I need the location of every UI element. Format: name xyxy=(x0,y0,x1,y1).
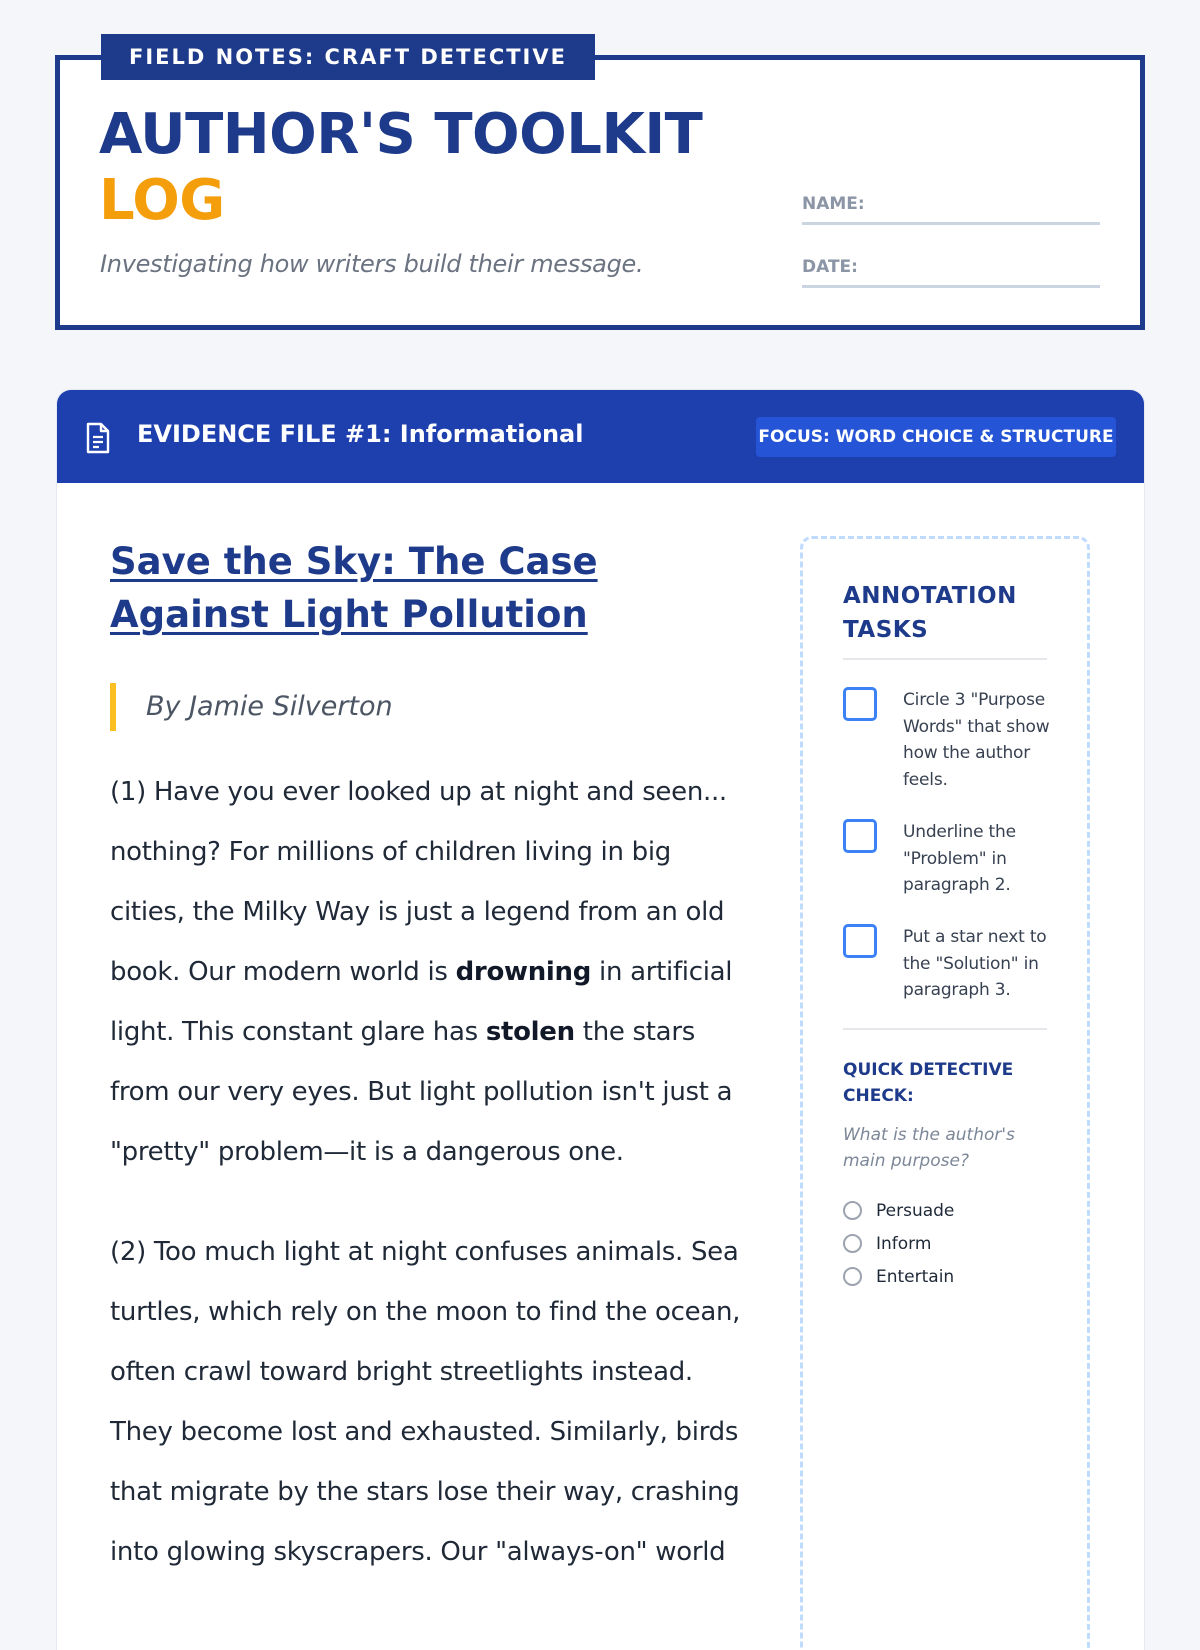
page-subtitle: Investigating how writers build their message. xyxy=(100,250,644,278)
sidebar-divider xyxy=(843,1028,1047,1030)
task-text: Underline the "Problem" in paragraph 2. xyxy=(903,822,1016,895)
quick-check-title: QUICK DETECTIVE CHECK: xyxy=(843,1060,1014,1106)
paragraph-1 xyxy=(110,762,750,1182)
task-checkbox[interactable] xyxy=(843,687,877,721)
radio-button[interactable] xyxy=(843,1201,862,1220)
emphasis-stolen: stolen xyxy=(485,1017,575,1047)
focus-badge: FOCUS: WORD CHOICE & STRUCTURE xyxy=(756,417,1116,457)
paragraph-1-text-a: (1) Have you ever looked up at night and seen... nothing? For millions of children living in big cities, the Milky Way is just a legend from an old book. Our modern world is xyxy=(110,777,727,987)
evidence-header-bar xyxy=(57,390,1144,483)
name-label: NAME: xyxy=(802,194,865,214)
evidence-card xyxy=(57,390,1144,1650)
document-icon xyxy=(85,422,111,454)
task-text: Put a star next to the "Solution" in paragraph 3. xyxy=(903,927,1047,1000)
radio-label: Inform xyxy=(876,1234,932,1254)
header-tag: FIELD NOTES: CRAFT DETECTIVE xyxy=(101,34,595,80)
paragraph-2: (2) Too much light at night confuses animals. Sea turtles, which rely on the moon to find the ocean, often crawl toward bright streetlights instead. They become lost and exhausted. Similarly, birds that migrate by the stars lose their way, crashing into glowing skyscrapers. Our "always-on" world xyxy=(110,1237,741,1567)
emphasis-drowning: drowning xyxy=(455,957,592,987)
evidence-title: EVIDENCE FILE #1: Informational xyxy=(137,420,584,448)
paragraph-1-text-c: the stars from our very eyes. But light pollution isn't just a "pretty" problem—it is a dangerous one. xyxy=(110,1017,733,1167)
page-title-accent: LOG xyxy=(99,168,225,233)
radio-label: Persuade xyxy=(876,1201,955,1221)
sidebar-title: ANNOTATION TASKS xyxy=(843,583,1017,643)
annotation-sidebar xyxy=(800,536,1090,1650)
radio-button[interactable] xyxy=(843,1267,862,1286)
name-field[interactable] xyxy=(802,190,1100,225)
article-title: Save the Sky: The Case Against Light Pollution xyxy=(110,540,598,636)
task-text: Circle 3 "Purpose Words" that show how the author feels. xyxy=(903,690,1050,790)
sidebar-divider xyxy=(843,658,1047,660)
task-checkbox[interactable] xyxy=(843,819,877,853)
article-byline: By Jamie Silverton xyxy=(110,683,393,731)
page-title: AUTHOR'S TOOLKIT xyxy=(99,102,703,167)
paragraph-1-text-b: in artificial light. This constant glare has xyxy=(110,957,733,1047)
radio-button[interactable] xyxy=(843,1234,862,1253)
radio-label: Entertain xyxy=(876,1267,955,1287)
quick-check-question: What is the author's main purpose? xyxy=(843,1125,1015,1171)
date-field[interactable] xyxy=(802,253,1100,288)
date-label: DATE: xyxy=(802,257,858,277)
task-checkbox[interactable] xyxy=(843,924,877,958)
